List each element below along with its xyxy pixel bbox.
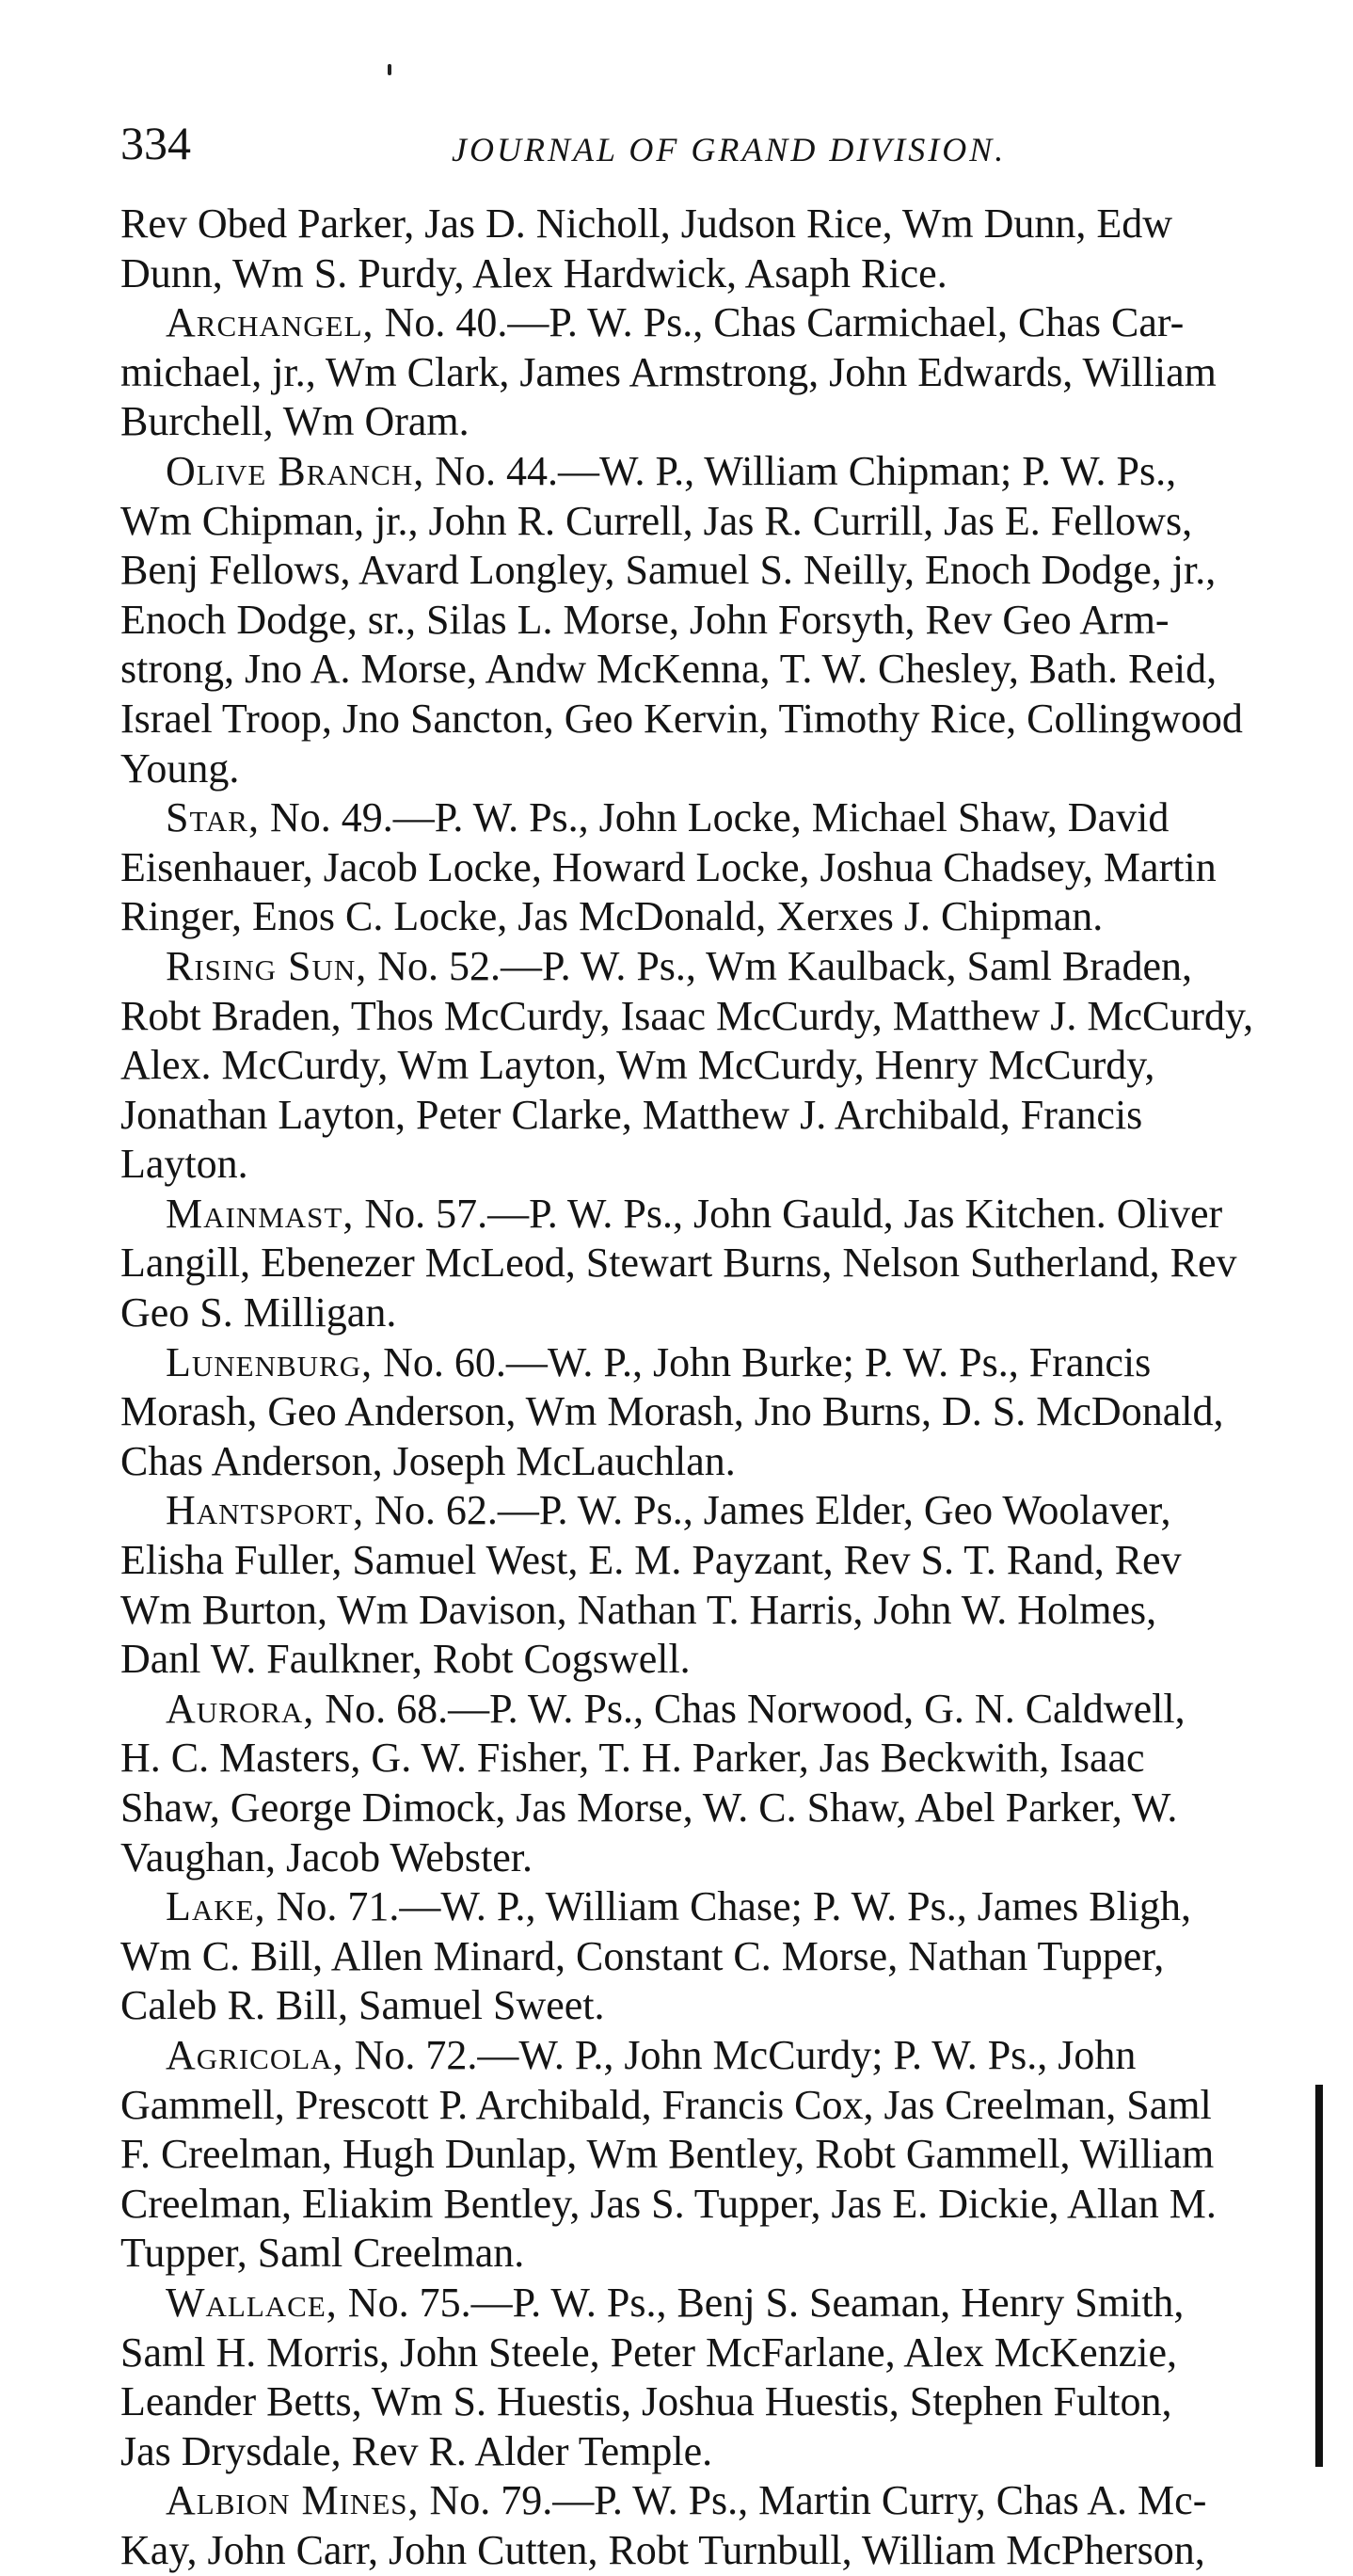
division-name: Star, bbox=[166, 794, 260, 841]
text-line bbox=[120, 1041, 1334, 1091]
entry-first-line bbox=[120, 1486, 1334, 1536]
line-text: Israel Troop, Jno Sancton, Geo Kervin, Timothy Rice, Collingwood bbox=[120, 695, 1243, 742]
line-text: Rev Obed Parker, Jas D. Nicholl, Judson Rice, Wm Dunn, Edw bbox=[120, 200, 1173, 247]
entry-first-line bbox=[120, 1190, 1334, 1240]
line-text: No. 68.—P. W. Ps., Chas Norwood, G. N. Caldwell, bbox=[314, 1685, 1186, 1732]
line-text: Shaw, George Dimock, Jas Morse, W. C. Shaw, Abel Parker, W. bbox=[120, 1784, 1178, 1831]
division-name: Mainmast, bbox=[166, 1190, 355, 1237]
line-text: No. 62.—P. W. Ps., James Elder, Geo Woolaver, bbox=[364, 1487, 1171, 1534]
text-line bbox=[120, 1387, 1334, 1437]
line-text: No. 79.—P. W. Ps., Martin Curry, Chas A. Mc- bbox=[419, 2477, 1207, 2524]
text-line bbox=[120, 1140, 1334, 1190]
text-line bbox=[120, 1784, 1334, 1833]
line-text: Layton. bbox=[120, 1141, 248, 1188]
entry-first-line bbox=[120, 1338, 1334, 1388]
division-name: Archangel, bbox=[166, 299, 374, 346]
text-line bbox=[120, 695, 1334, 744]
division-name: Wallace, bbox=[166, 2279, 338, 2326]
line-text: Wm C. Bill, Allen Minard, Constant C. Morse, Nathan Tupper, bbox=[120, 1932, 1165, 1979]
line-text: Chas Anderson, Joseph McLauchlan. bbox=[120, 1437, 736, 1484]
line-text: No. 57.—P. W. Ps., John Gauld, Jas Kitchen. Oliver bbox=[354, 1190, 1223, 1237]
line-text: No. 52.—P. W. Ps., Wm Kaulback, Saml Braden, bbox=[367, 942, 1192, 989]
text-line bbox=[120, 1239, 1334, 1288]
line-text: Wm Burton, Wm Davison, Nathan T. Harris, John W. Holmes, bbox=[120, 1586, 1157, 1633]
text-line bbox=[120, 200, 1334, 249]
entry-first-line bbox=[120, 2031, 1334, 2081]
division-name: Olive Branch, bbox=[166, 447, 425, 494]
line-text: No. 40.—P. W. Ps., Chas Carmichael, Chas Car- bbox=[374, 299, 1185, 346]
text-line bbox=[120, 1635, 1334, 1685]
text-line bbox=[120, 1437, 1334, 1487]
text-line bbox=[120, 1091, 1334, 1141]
line-text: No. 75.—P. W. Ps., Benj S. Seaman, Henry Smith, bbox=[337, 2279, 1185, 2326]
line-text: Dunn, Wm S. Purdy, Alex Hardwick, Asaph Rice. bbox=[120, 249, 947, 296]
text-line bbox=[120, 1734, 1334, 1784]
line-text: michael, jr., Wm Clark, James Armstrong, John Edwards, William bbox=[120, 348, 1217, 395]
text-line bbox=[120, 2328, 1334, 2378]
line-text: No. 49.—P. W. Ps., John Locke, Michael Shaw, David bbox=[260, 794, 1170, 841]
line-text: Jas Drysdale, Rev R. Alder Temple. bbox=[120, 2427, 713, 2474]
division-name: Lunenburg, bbox=[166, 1338, 374, 1385]
line-text: Geo S. Milligan. bbox=[120, 1289, 397, 1336]
line-text: No. 44.—W. P., William Chipman; P. W. Ps., bbox=[424, 447, 1177, 494]
line-text: strong, Jno A. Morse, Andw McKenna, T. W. Chesley, Bath. Reid, bbox=[120, 646, 1218, 693]
line-text: No. 60.—W. P., John Burke; P. W. Ps., Francis bbox=[373, 1338, 1152, 1385]
running-head bbox=[120, 115, 1315, 181]
line-text: Elisha Fuller, Samuel West, E. M. Payzant, Rev S. T. Rand, Rev bbox=[120, 1537, 1182, 1584]
line-text: Enoch Dodge, sr., Silas L. Morse, John Forsyth, Rev Geo Arm- bbox=[120, 596, 1170, 643]
text-line bbox=[120, 1586, 1334, 1636]
line-text: Wm Chipman, jr., John R. Currell, Jas R. Currill, Jas E. Fellows, bbox=[120, 497, 1193, 544]
line-text: F. Creelman, Hugh Dunlap, Wm Bentley, Robt Gammell, William bbox=[120, 2131, 1215, 2178]
entry-first-line bbox=[120, 298, 1334, 348]
line-text: Young. bbox=[120, 744, 240, 792]
line-text: Benj Fellows, Avard Longley, Samuel S. Neilly, Enoch Dodge, jr., bbox=[120, 547, 1217, 594]
body-text bbox=[120, 200, 1334, 2576]
entry-first-line bbox=[120, 793, 1334, 843]
line-text: Saml H. Morris, John Steele, Peter McFarlane, Alex McKenzie, bbox=[120, 2328, 1177, 2376]
line-text: Kay, John Carr, John Cutten, Robt Turnbull, William McPherson, bbox=[120, 2526, 1205, 2573]
text-line bbox=[120, 1833, 1334, 1883]
line-text: Tupper, Saml Creelman. bbox=[120, 2230, 525, 2277]
text-line bbox=[120, 992, 1334, 1042]
text-line bbox=[120, 497, 1334, 547]
line-text: Gammell, Prescott P. Archibald, Francis Cox, Jas Creelman, Saml bbox=[120, 2081, 1212, 2128]
text-line bbox=[120, 645, 1334, 695]
line-text: Langill, Ebenezer McLeod, Stewart Burns, Nelson Sutherland, Rev bbox=[120, 1240, 1237, 1287]
text-line bbox=[120, 1288, 1334, 1338]
text-line bbox=[120, 1981, 1334, 2031]
division-name: Agricola, bbox=[166, 2031, 344, 2078]
text-line bbox=[120, 2427, 1334, 2477]
division-name: Albion Mines, bbox=[166, 2477, 420, 2524]
text-line bbox=[120, 2377, 1334, 2427]
line-text: Caleb R. Bill, Samuel Sweet. bbox=[120, 1982, 605, 2029]
text-line bbox=[120, 249, 1334, 299]
text-line bbox=[120, 2229, 1334, 2279]
entry-first-line bbox=[120, 1685, 1334, 1735]
text-line bbox=[120, 348, 1334, 398]
entry-first-line bbox=[120, 2279, 1334, 2328]
text-line bbox=[120, 892, 1334, 942]
division-name: Hantsport, bbox=[166, 1487, 365, 1534]
line-text: Creelman, Eliakim Bentley, Jas S. Tupper, Jas E. Dickie, Allan M. bbox=[120, 2180, 1217, 2227]
division-name: Rising Sun, bbox=[166, 942, 368, 989]
text-line bbox=[120, 744, 1334, 794]
line-text: No. 72.—W. P., John McCurdy; P. W. Ps., John bbox=[343, 2031, 1137, 2078]
line-text: Ringer, Enos C. Locke, Jas McDonald, Xerxes J. Chipman. bbox=[120, 893, 1104, 940]
text-line bbox=[120, 2081, 1334, 2131]
text-line bbox=[120, 1536, 1334, 1586]
line-text: Vaughan, Jacob Webster. bbox=[120, 1833, 533, 1880]
line-text: No. 71.—W. P., William Chase; P. W. Ps., James Bligh, bbox=[265, 1883, 1192, 1930]
margin-rule bbox=[1315, 2085, 1323, 2467]
entry-first-line bbox=[120, 942, 1334, 992]
line-text: Robt Braden, Thos McCurdy, Isaac McCurdy, Matthew J. McCurdy, bbox=[120, 992, 1254, 1039]
line-text: Morash, Geo Anderson, Wm Morash, Jno Burns, D. S. McDonald, bbox=[120, 1388, 1224, 1435]
line-text: Eisenhauer, Jacob Locke, Howard Locke, Joshua Chadsey, Martin bbox=[120, 843, 1217, 890]
text-line bbox=[120, 596, 1334, 646]
line-text: Danl W. Faulkner, Robt Cogswell. bbox=[120, 1636, 691, 1683]
line-text: Jonathan Layton, Peter Clarke, Matthew J. Archibald, Francis bbox=[120, 1091, 1143, 1138]
text-line bbox=[120, 397, 1334, 447]
text-line bbox=[120, 2130, 1334, 2180]
line-text: Leander Betts, Wm S. Huestis, Joshua Huestis, Stephen Fulton, bbox=[120, 2378, 1172, 2425]
entry-first-line bbox=[120, 447, 1334, 497]
line-text: Alex. McCurdy, Wm Layton, Wm McCurdy, Henry McCurdy, bbox=[120, 1042, 1155, 1089]
line-text: H. C. Masters, G. W. Fisher, T. H. Parker, Jas Beckwith, Isaac bbox=[120, 1735, 1145, 1782]
line-text: Burchell, Wm Oram. bbox=[120, 398, 470, 445]
entry-first-line bbox=[120, 2476, 1334, 2526]
text-line bbox=[120, 2526, 1334, 2576]
division-name: Lake, bbox=[166, 1883, 266, 1930]
division-name: Aurora, bbox=[166, 1685, 315, 1732]
text-line bbox=[120, 1932, 1334, 1982]
ink-mark bbox=[388, 64, 391, 75]
text-line bbox=[120, 546, 1334, 596]
journal-title: JOURNAL OF GRAND DIVISION. bbox=[452, 131, 1007, 168]
entry-first-line bbox=[120, 1882, 1334, 1932]
text-line bbox=[120, 843, 1334, 893]
text-line bbox=[120, 2180, 1334, 2230]
page-number: 334 bbox=[120, 117, 191, 169]
